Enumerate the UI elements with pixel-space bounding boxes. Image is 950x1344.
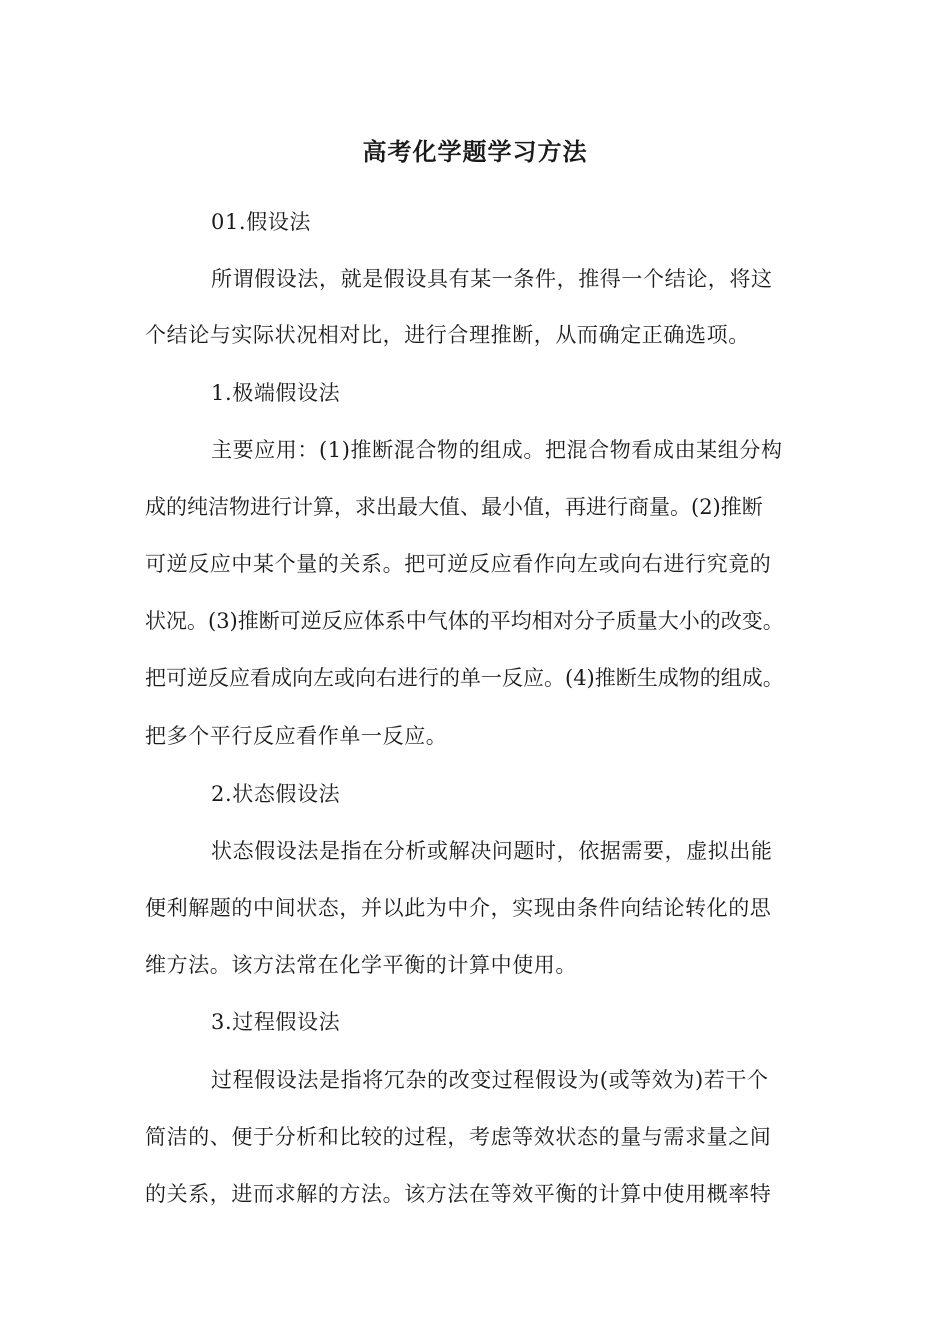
subsection-heading-1: 1.极端假设法 [211, 381, 341, 405]
paragraph-line: 便利解题的中间状态，并以此为中介，实现由条件向结论转化的思 [145, 896, 772, 920]
paragraph-line: 把可逆反应看成向左或向右进行的单一反应。(4)推断生成物的组成。 [145, 666, 784, 690]
paragraph-line: 成的纯洁物进行计算，求出最大值、最小值，再进行商量。(2)推断 [145, 495, 763, 519]
paragraph-line: 状态假设法是指在分析或解决问题时，依据需要，虚拟出能 [211, 839, 773, 863]
paragraph-line: 简洁的、便于分析和比较的过程，考虑等效状态的量与需求量之间 [145, 1125, 772, 1149]
paragraph-line: 个结论与实际状况相对比，进行合理推断，从而确定正确选项。 [145, 323, 750, 347]
paragraph-line: 把多个平行反应看作单一反应。 [145, 724, 448, 748]
section-heading-01: 01.假设法 [211, 210, 311, 234]
paragraph-line: 维方法。该方法常在化学平衡的计算中使用。 [145, 953, 577, 977]
subsection-heading-2: 2.状态假设法 [211, 782, 341, 806]
paragraph-line: 所谓假设法，就是假设具有某一条件，推得一个结论，将这 [211, 267, 773, 291]
paragraph-line: 过程假设法是指将冗杂的改变过程假设为(或等效为)若干个 [211, 1068, 769, 1092]
paragraph-line: 的关系，进而求解的方法。该方法在等效平衡的计算中使用概率特 [145, 1182, 772, 1206]
document-title: 高考化学题学习方法 [362, 137, 588, 166]
paragraph-line: 可逆反应中某个量的关系。把可逆反应看作向左或向右进行究竟的 [145, 552, 772, 576]
paragraph-line: 状况。(3)推断可逆反应体系中气体的平均相对分子质量大小的改变。 [145, 609, 784, 633]
paragraph-line: 主要应用：(1)推断混合物的组成。把混合物看成由某组分构 [211, 438, 783, 462]
subsection-heading-3: 3.过程假设法 [211, 1010, 341, 1034]
